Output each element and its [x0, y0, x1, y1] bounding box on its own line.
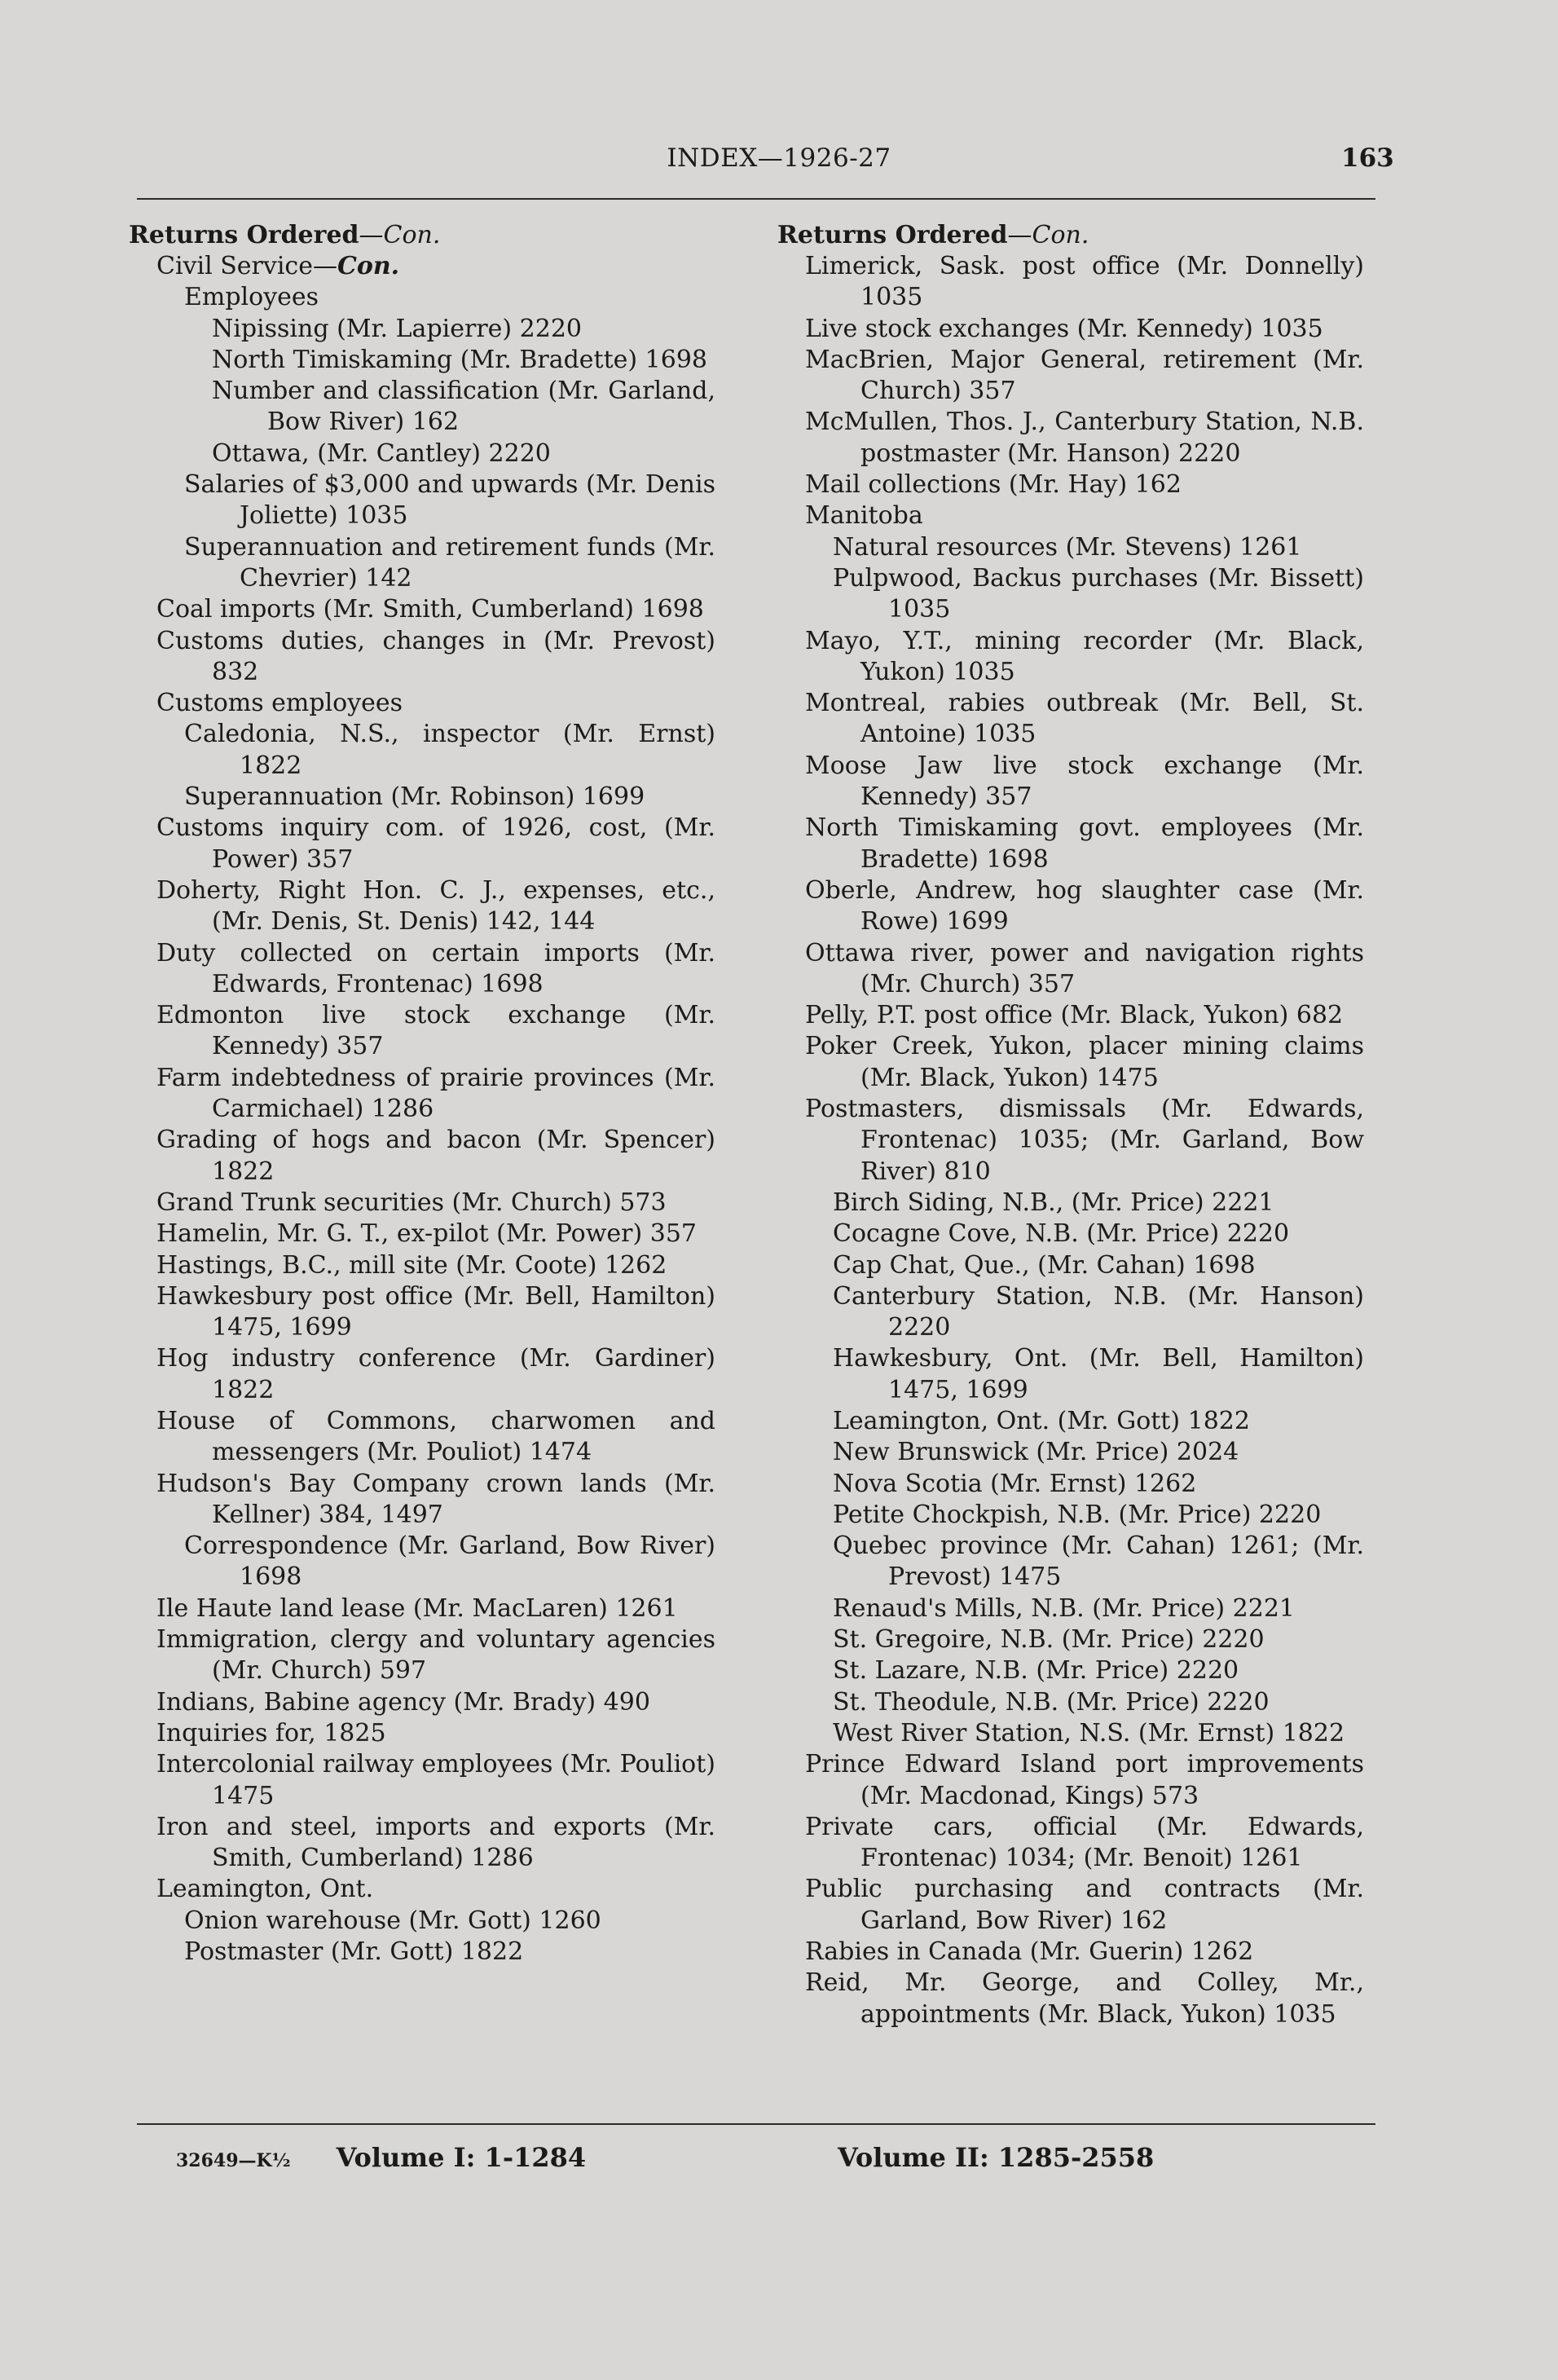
header-rule	[137, 198, 1375, 200]
index-entry-text: Postmaster (Mr. Gott) 1822	[184, 1937, 524, 1967]
index-entry-text: Ottawa, (Mr. Cantley) 2220	[212, 439, 551, 468]
index-entry-text: Doherty, Right Hon. C. J., expenses, etc., (Mr. Denis, St. Denis) 142, 144	[156, 875, 715, 937]
index-entry	[777, 626, 1364, 689]
index-entry	[777, 1624, 1364, 1655]
index-entry-text: Rabies in Canada (Mr. Guerin) 1262	[805, 1937, 1254, 1967]
index-entry-text: Natural resources (Mr. Stevens) 1261	[833, 532, 1302, 562]
index-entry	[129, 719, 715, 782]
index-entry-text: Customs employees	[156, 689, 403, 718]
index-entry	[777, 1968, 1364, 2030]
index-entry-text: Intercolonial railway employees (Mr. Pouliot) 1475	[156, 1750, 715, 1810]
index-entry-text: Pulpwood, Backus purchases (Mr. Bissett) 1035	[833, 563, 1364, 624]
right-column	[777, 220, 1364, 2030]
index-entry	[129, 1906, 715, 1937]
index-entry-text: Nipissing (Mr. Lapierre) 2220	[212, 314, 583, 343]
column-heading	[777, 220, 1364, 251]
column-heading-continued: —Con.	[1007, 221, 1089, 249]
index-entry	[129, 626, 715, 689]
index-entry-text: Correspondence (Mr. Garland, Bow River) 1698	[184, 1532, 715, 1592]
index-entry	[777, 1655, 1364, 1686]
index-entry	[777, 407, 1364, 469]
footer-rule	[137, 2123, 1375, 2125]
index-entry-text: West River Station, N.S. (Mr. Ernst) 1822	[833, 1718, 1345, 1748]
index-entry-text: Onion warehouse (Mr. Gott) 1260	[184, 1906, 601, 1935]
index-entry	[777, 751, 1364, 813]
index-entry	[129, 1593, 715, 1624]
index-entry	[777, 1094, 1364, 1188]
index-entry	[129, 1000, 715, 1063]
index-entry-text: Private cars, official (Mr. Edwards, Frontenac) 1034; (Mr. Benoit) 1261	[805, 1812, 1364, 1873]
index-entry	[129, 875, 715, 938]
index-entry-text: Ile Haute land lease (Mr. MacLaren) 1261	[156, 1593, 678, 1623]
index-entry	[777, 1031, 1364, 1094]
index-entry	[129, 439, 715, 469]
index-entry	[777, 314, 1364, 345]
index-entry-text: Farm indebtedness of prairie provinces (Mr. Carmichael) 1286	[156, 1063, 715, 1124]
index-entry	[129, 938, 715, 1001]
index-entry	[129, 1406, 715, 1469]
index-entry	[129, 1687, 715, 1718]
index-entry	[777, 1531, 1364, 1593]
index-entry-text: McMullen, Thos. J., Canterbury Station, N.B. postmaster (Mr. Hanson) 2220	[805, 408, 1364, 468]
index-entry-text: St. Lazare, N.B. (Mr. Price) 2220	[833, 1656, 1239, 1686]
index-entry-text: Hudson's Bay Company crown lands (Mr. Kellner) 384, 1497	[156, 1469, 715, 1529]
index-entry-text: Renaud's Mills, N.B. (Mr. Price) 2221	[833, 1593, 1296, 1623]
index-entry-text: Canterbury Station, N.B. (Mr. Hanson) 2220	[833, 1281, 1364, 1342]
index-entry-text: Civil Service—	[156, 252, 337, 280]
index-entry-continued: Con.	[337, 252, 400, 280]
column-heading-bold: Returns Ordered	[777, 221, 1008, 249]
index-entry	[777, 563, 1364, 626]
index-entry	[129, 1343, 715, 1406]
index-entry-text: Live stock exchanges (Mr. Kennedy) 1035	[805, 314, 1323, 343]
index-entry-text: Mayo, Y.T., mining recorder (Mr. Black, Yukon) 1035	[805, 626, 1364, 686]
page-number: 163	[1341, 143, 1394, 173]
index-entry-text: Limerick, Sask. post office (Mr. Donnelly) 1035	[805, 252, 1364, 312]
index-entry	[129, 1125, 715, 1188]
volume-2-range: Volume II: 1285-2558	[838, 2142, 1155, 2173]
index-entry	[129, 1937, 715, 1968]
index-entry	[129, 532, 715, 595]
index-entry	[129, 688, 715, 719]
index-entry-text: Caledonia, N.S., inspector (Mr. Ernst) 1822	[184, 720, 715, 780]
index-entry	[129, 1188, 715, 1219]
index-entry-text: New Brunswick (Mr. Price) 2024	[833, 1438, 1239, 1467]
index-entry	[777, 500, 1364, 531]
index-entry-text: Postmasters, dismissals (Mr. Edwards, Frontenac) 1035; (Mr. Garland, Bow River) 810	[805, 1095, 1364, 1186]
index-entry	[129, 782, 715, 813]
index-entry	[777, 938, 1364, 1001]
index-entry-text: Ottawa river, power and navigation rights (Mr. Church) 357	[805, 938, 1364, 998]
index-entry	[777, 688, 1364, 751]
index-entry-text: St. Theodule, N.B. (Mr. Price) 2220	[833, 1687, 1270, 1717]
index-entry-text: House of Commons, charwomen and messengers (Mr. Pouliot) 1474	[156, 1406, 715, 1467]
index-entry	[777, 1406, 1364, 1437]
index-entry-text: Duty collected on certain imports (Mr. Edwards, Frontenac) 1698	[156, 938, 715, 998]
index-entry	[777, 1281, 1364, 1344]
index-entry-text: Manitoba	[805, 501, 923, 531]
index-entry-text: Moose Jaw live stock exchange (Mr. Kennedy) 357	[805, 751, 1364, 812]
index-entry-text: Quebec province (Mr. Cahan) 1261; (Mr. Prevost) 1475	[833, 1532, 1364, 1592]
index-entry	[777, 1874, 1364, 1937]
index-entry	[129, 1624, 715, 1687]
index-entry-text: Inquiries for, 1825	[156, 1718, 386, 1748]
index-entry-text: Number and classification (Mr. Garland, Bow River) 162	[212, 377, 715, 437]
index-entry-text: Hawkesbury, Ont. (Mr. Bell, Hamilton) 1475, 1699	[833, 1344, 1364, 1404]
index-entry	[777, 1718, 1364, 1749]
index-entry-text: North Timiskaming govt. employees (Mr. Bradette) 1698	[805, 813, 1364, 874]
index-entry-text: Public purchasing and contracts (Mr. Garland, Bow River) 162	[805, 1875, 1364, 1935]
index-entry-text: Pelly, P.T. post office (Mr. Black, Yukon) 682	[805, 1001, 1344, 1030]
index-entry	[129, 1749, 715, 1812]
index-entry	[777, 1812, 1364, 1875]
index-entry-text: MacBrien, Major General, retirement (Mr. Church) 357	[805, 345, 1364, 406]
page-header-title: INDEX—1926-27	[667, 143, 891, 173]
index-entry-text: Grading of hogs and bacon (Mr. Spencer) 1822	[156, 1126, 715, 1186]
index-entry-text: Indians, Babine agency (Mr. Brady) 490	[156, 1687, 650, 1717]
index-entry	[777, 1250, 1364, 1281]
index-entry	[777, 1937, 1364, 1968]
index-entry-text: Superannuation (Mr. Robinson) 1699	[184, 782, 645, 812]
index-entry	[129, 1063, 715, 1126]
column-heading	[129, 220, 715, 251]
footer-right	[838, 2142, 1154, 2173]
index-entry-text: Leamington, Ont.	[156, 1875, 374, 1904]
index-entry-text: Nova Scotia (Mr. Ernst) 1262	[833, 1469, 1197, 1498]
index-entry	[777, 875, 1364, 938]
index-entry-text: Grand Trunk securities (Mr. Church) 573	[156, 1188, 667, 1217]
index-entry-text: Cap Chat, Que., (Mr. Cahan) 1698	[833, 1250, 1256, 1280]
index-entry	[129, 376, 715, 439]
index-entry	[777, 1437, 1364, 1468]
index-entry	[129, 1874, 715, 1905]
index-entry	[777, 345, 1364, 408]
index-entry	[777, 532, 1364, 563]
index-entry-text: Oberle, Andrew, hog slaughter case (Mr. Rowe) 1699	[805, 875, 1364, 937]
print-code: 32649—K½	[176, 2150, 291, 2171]
index-entry	[129, 1812, 715, 1875]
index-entry	[777, 1219, 1364, 1250]
index-entry-text: Petite Chockpish, N.B. (Mr. Price) 2220	[833, 1500, 1322, 1529]
index-entry	[129, 813, 715, 875]
index-entry-text: Hawkesbury post office (Mr. Bell, Hamilton) 1475, 1699	[156, 1281, 715, 1342]
index-entry-text: Hastings, B.C., mill site (Mr. Coote) 1262	[156, 1250, 667, 1280]
index-entry-text: Mail collections (Mr. Hay) 162	[805, 470, 1182, 500]
index-entry	[129, 1281, 715, 1344]
index-entry-text: Montreal, rabies outbreak (Mr. Bell, St. Antoine) 1035	[805, 689, 1364, 749]
index-entry-text: Immigration, clergy and voluntary agencies (Mr. Church) 597	[156, 1625, 715, 1686]
index-entry	[129, 282, 715, 313]
column-heading-continued: —Con.	[359, 221, 441, 249]
index-entry-text: Hamelin, Mr. G. T., ex-pilot (Mr. Power) 357	[156, 1219, 698, 1249]
index-entry-text: Iron and steel, imports and exports (Mr. Smith, Cumberland) 1286	[156, 1812, 715, 1873]
index-entry-text: Leamington, Ont. (Mr. Gott) 1822	[833, 1406, 1250, 1435]
index-entry	[129, 251, 715, 282]
index-entry	[129, 1718, 715, 1749]
index-entry-text: Customs inquiry com. of 1926, cost, (Mr. Power) 357	[156, 813, 715, 874]
index-entry	[777, 251, 1364, 314]
column-heading-bold: Returns Ordered	[129, 221, 359, 249]
index-entry	[129, 1219, 715, 1250]
index-entry-text: Salaries of $3,000 and upwards (Mr. Denis Joliette) 1035	[184, 470, 715, 531]
index-entry	[777, 1000, 1364, 1031]
index-entry	[129, 1250, 715, 1281]
index-entry	[777, 1343, 1364, 1406]
index-entry	[777, 1500, 1364, 1531]
footer-left	[176, 2142, 586, 2173]
index-entry-text: Employees	[184, 283, 319, 312]
index-entry	[777, 1593, 1364, 1624]
index-entry	[777, 1687, 1364, 1718]
index-entry-text: Birch Siding, N.B., (Mr. Price) 2221	[833, 1188, 1274, 1217]
index-entry	[777, 813, 1364, 875]
index-entry-text: Superannuation and retirement funds (Mr. Chevrier) 142	[184, 532, 715, 593]
index-entry	[129, 594, 715, 625]
index-entry	[777, 1749, 1364, 1812]
index-entry-text: Customs duties, changes in (Mr. Prevost) 832	[156, 626, 715, 686]
index-entry-text: St. Gregoire, N.B. (Mr. Price) 2220	[833, 1625, 1265, 1655]
index-entry-text: Prince Edward Island port improvements (Mr. Macdonad, Kings) 573	[805, 1750, 1364, 1810]
index-entry	[129, 1531, 715, 1593]
left-column	[129, 220, 715, 1968]
index-entry-text: North Timiskaming (Mr. Bradette) 1698	[212, 345, 707, 374]
index-entry	[129, 1469, 715, 1532]
index-entry	[129, 345, 715, 376]
index-entry-text: Cocagne Cove, N.B. (Mr. Price) 2220	[833, 1219, 1290, 1249]
index-entry	[129, 314, 715, 345]
index-entry-text: Reid, Mr. George, and Colley, Mr., appointments (Mr. Black, Yukon) 1035	[805, 1968, 1364, 2029]
index-entry-text: Edmonton live stock exchange (Mr. Kennedy) 357	[156, 1001, 715, 1061]
index-entry-text: Poker Creek, Yukon, placer mining claims (Mr. Black, Yukon) 1475	[805, 1032, 1364, 1092]
index-entry-text: Hog industry conference (Mr. Gardiner) 1822	[156, 1344, 715, 1404]
volume-1-range: Volume I: 1-1284	[336, 2142, 587, 2173]
right-entries	[777, 251, 1364, 2030]
index-entry	[777, 1188, 1364, 1219]
index-entry	[777, 1469, 1364, 1500]
index-entry-text: Coal imports (Mr. Smith, Cumberland) 1698	[156, 595, 704, 624]
index-entry	[129, 469, 715, 532]
left-entries	[129, 251, 715, 1968]
index-entry	[777, 469, 1364, 500]
